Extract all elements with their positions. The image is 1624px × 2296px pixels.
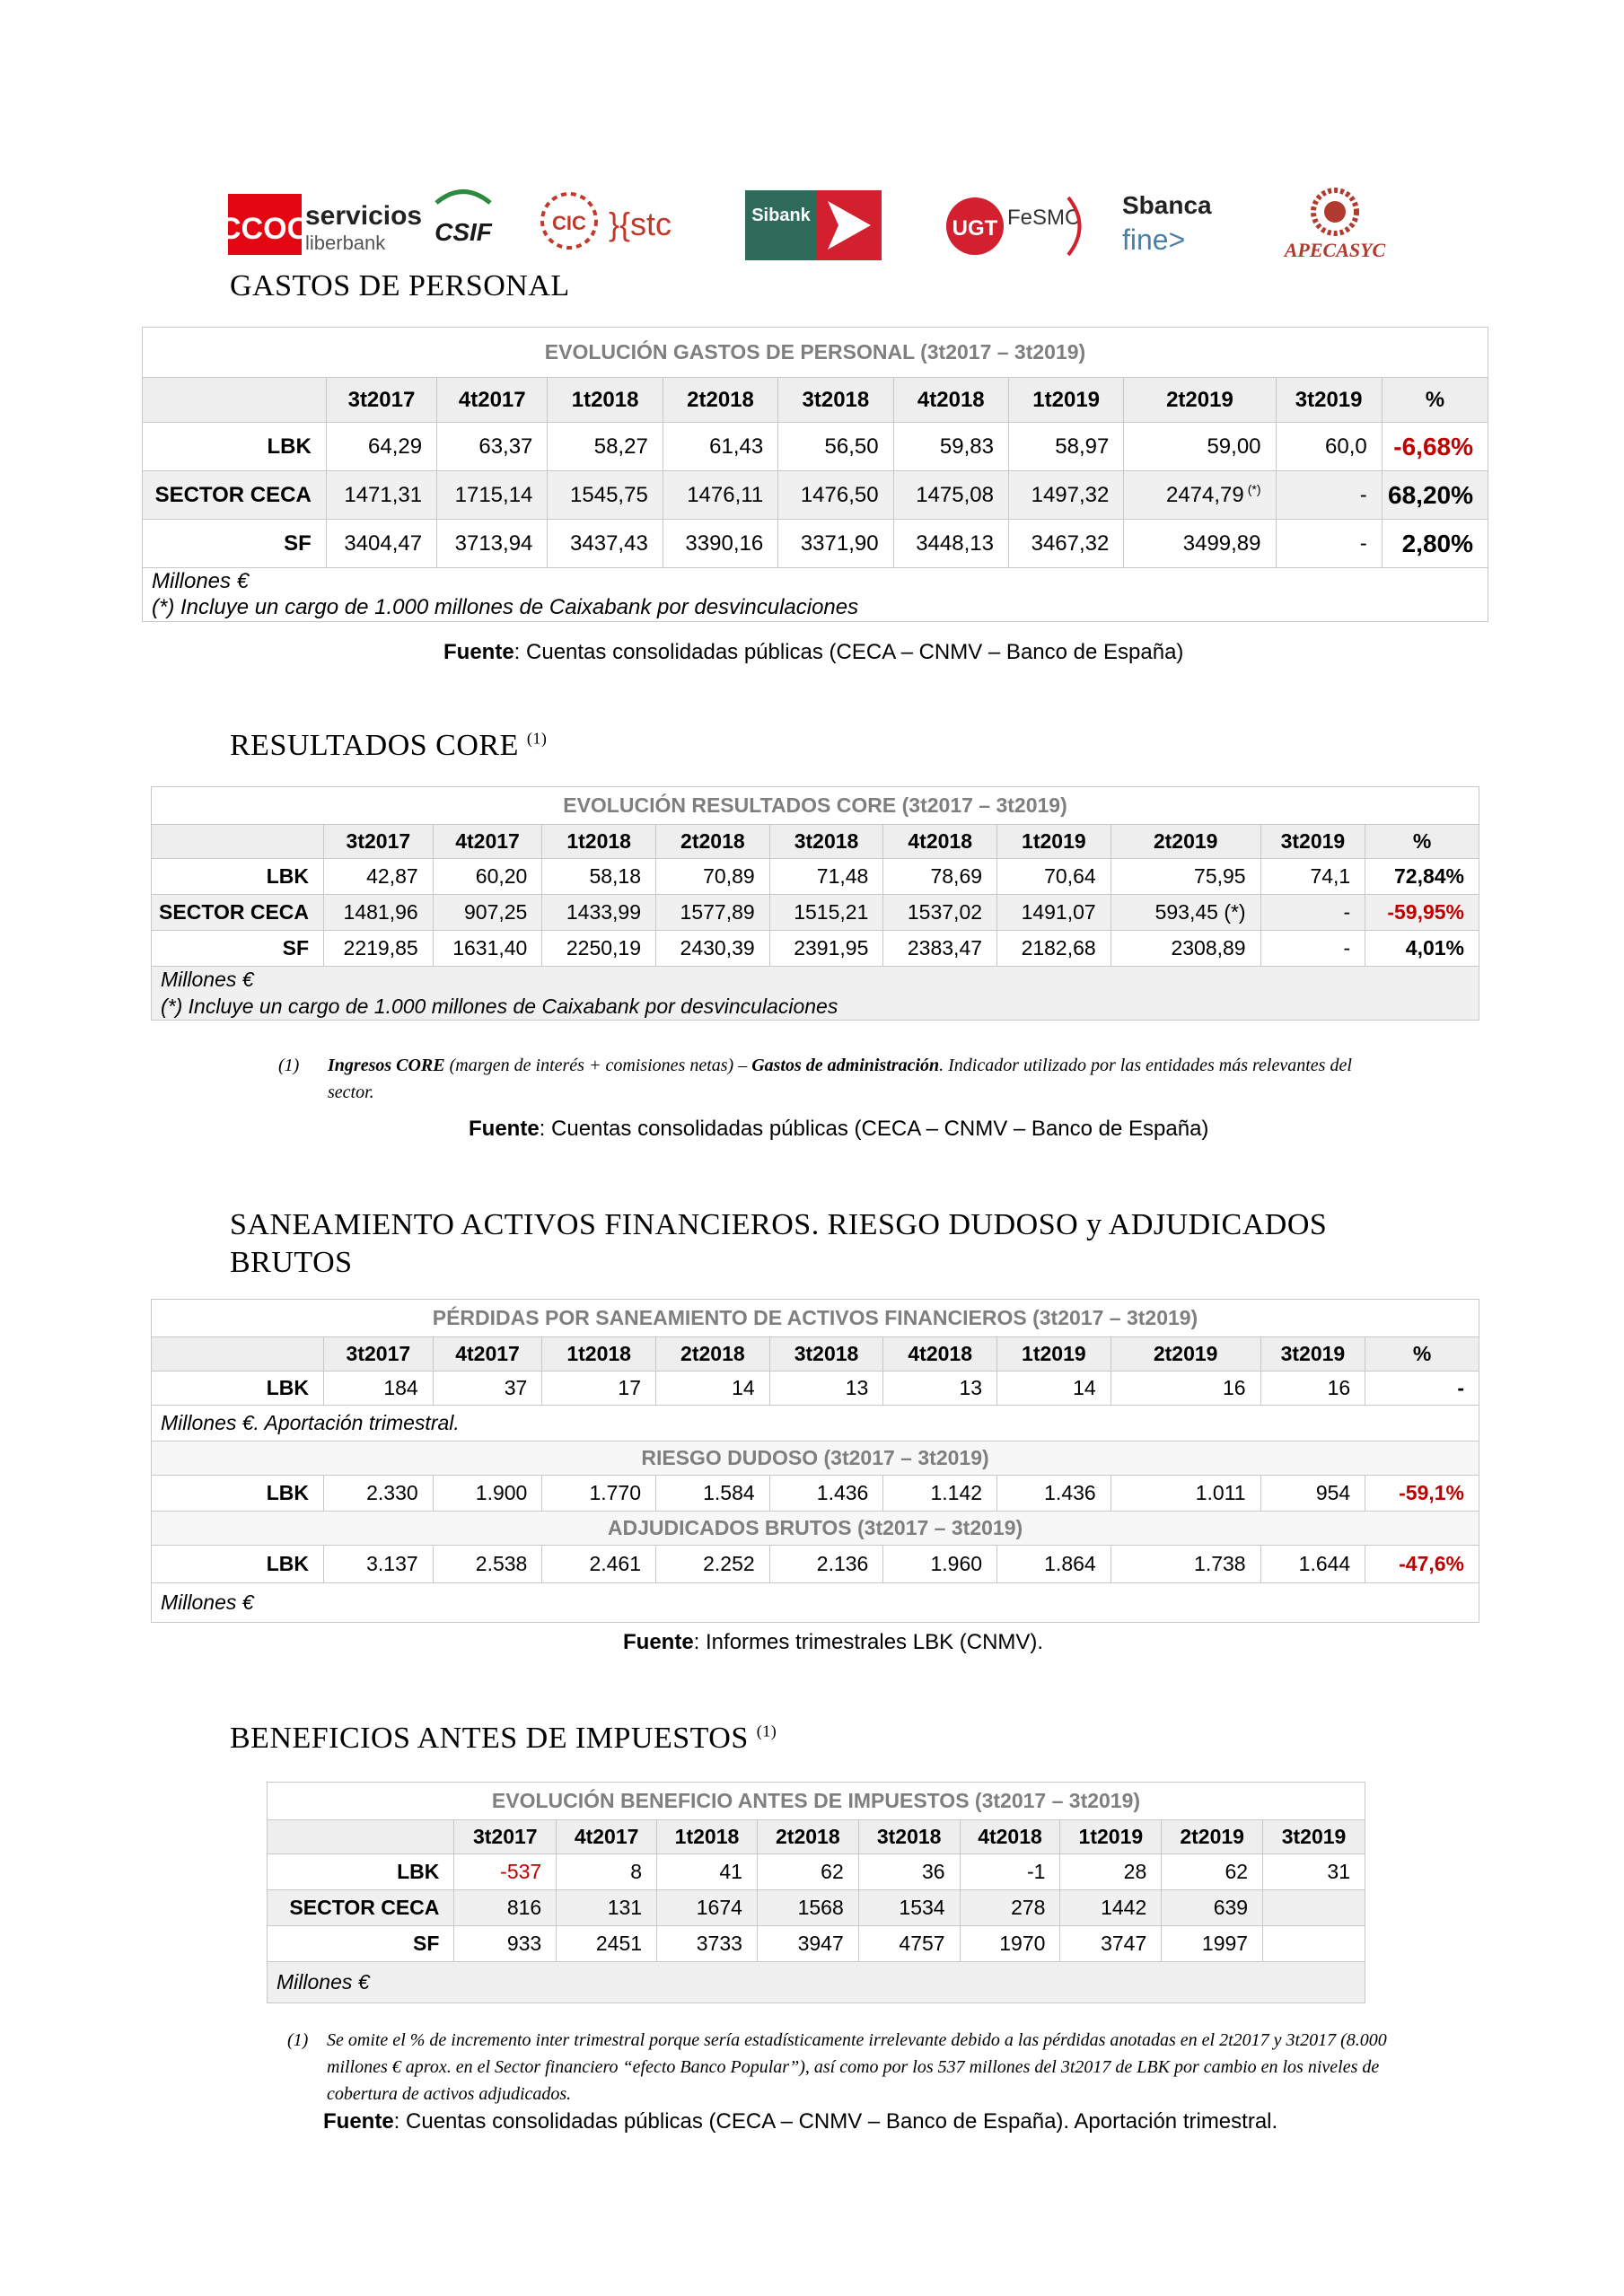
column-header: 1t2018: [542, 1337, 656, 1371]
column-header: 4t2017: [437, 378, 548, 423]
table-note-caixabank: (*) Incluye un cargo de 1.000 millones de Caixabank por desvinculaciones: [143, 595, 1488, 622]
value-cell: 1537,02: [883, 895, 997, 931]
value-cell: 13: [883, 1371, 997, 1406]
value-cell: 907,25: [433, 895, 542, 931]
value-cell: 2.252: [656, 1546, 770, 1583]
value-cell: 1631,40: [433, 931, 542, 967]
table-caption-adjudicados: ADJUDICADOS BRUTOS (3t2017 – 3t2019): [152, 1512, 1479, 1546]
value-cell: 1674: [657, 1890, 758, 1926]
row-label: LBK: [143, 423, 327, 471]
value-cell: 3713,94: [437, 520, 548, 568]
column-header: 2t2018: [656, 825, 770, 859]
section-title-beneficios: BENEFICIOS ANTES DE IMPUESTOS $^{(1)}$: [230, 1722, 777, 1755]
table-row: [268, 1854, 1365, 1890]
table-row: [152, 1546, 1479, 1583]
value-cell: 2.330: [324, 1476, 434, 1512]
value-cell: 70,64: [997, 859, 1111, 895]
value-cell: 63,37: [437, 423, 548, 471]
value-cell: 1471,31: [326, 471, 436, 520]
column-header: 3t2019: [1260, 1337, 1365, 1371]
value-cell: 2308,89: [1110, 931, 1260, 967]
value-cell: 58,97: [1008, 423, 1123, 471]
row-label: SECTOR CECA: [152, 895, 324, 931]
value-cell: 3467,32: [1008, 520, 1123, 568]
value-cell: 3.137: [324, 1546, 434, 1583]
column-header: %: [1382, 378, 1488, 423]
value-cell: 4757: [858, 1926, 960, 1962]
value-cell: 1997: [1162, 1926, 1263, 1962]
value-cell: 8: [557, 1854, 657, 1890]
footnote-ref: (1): [526, 729, 548, 748]
table-caption: EVOLUCIÓN BENEFICIO ANTES DE IMPUESTOS (3t2017 – 3t2019): [268, 1783, 1365, 1820]
section-title-resultados-core: RESULTADOS CORE $^{(1)}$: [230, 729, 548, 762]
table-row: [143, 471, 1488, 520]
header-blank-cell: [268, 1820, 454, 1854]
row-label: LBK: [152, 1371, 324, 1406]
value-cell: 1.960: [883, 1546, 997, 1583]
table-row: [268, 1926, 1365, 1962]
ugt-fesmc-logo: [943, 185, 1086, 266]
header-blank-cell: [152, 1337, 324, 1371]
csif-text: CSIF: [435, 218, 492, 246]
value-cell: 1515,21: [769, 895, 883, 931]
table-row: [152, 895, 1479, 931]
value-cell: 1475,08: [893, 471, 1008, 520]
value-cell: 2391,95: [769, 931, 883, 967]
column-header: 3t2017: [326, 378, 436, 423]
csif-logo: [427, 185, 499, 266]
column-header: 1t2019: [997, 1337, 1111, 1371]
value-cell: 60,20: [433, 859, 542, 895]
apecasyc-text: APECASYC: [1284, 239, 1386, 261]
row-label: SECTOR CECA: [268, 1890, 454, 1926]
column-header: 2t2018: [656, 1337, 770, 1371]
value-cell: 78,69: [883, 859, 997, 895]
column-header: 2t2018: [663, 378, 777, 423]
value-note: (*): [1247, 482, 1261, 496]
value-cell: 1476,11: [663, 471, 777, 520]
value-cell: 1577,89: [656, 895, 770, 931]
row-label: LBK: [268, 1854, 454, 1890]
value-cell: 14: [656, 1371, 770, 1406]
column-header: 2t2019: [1162, 1820, 1263, 1854]
value-cell: 2.538: [433, 1546, 542, 1583]
logo-bar: [219, 185, 1427, 267]
column-header: 3t2017: [454, 1820, 557, 1854]
value-cell: 42,87: [324, 859, 434, 895]
value-cell: 3499,89: [1124, 520, 1276, 568]
liberbank-text: liberbank: [305, 232, 386, 254]
value-cell: 1476,50: [778, 471, 893, 520]
value-cell: 593,45 (*): [1110, 895, 1260, 931]
value-cell: 59,83: [893, 423, 1008, 471]
value-cell: 184: [324, 1371, 434, 1406]
sbanca-fine-logo: [1122, 185, 1257, 266]
row-label: LBK: [152, 1546, 324, 1583]
value-cell: 75,95: [1110, 859, 1260, 895]
table-note-units: Millones €: [143, 568, 1488, 595]
column-header: 3t2018: [778, 378, 893, 423]
value-cell: 64,29: [326, 423, 436, 471]
value-cell: 1.738: [1110, 1546, 1260, 1583]
percent-cell: 4,01%: [1365, 931, 1479, 967]
value-cell: 56,50: [778, 423, 893, 471]
value-cell: 2182,68: [997, 931, 1111, 967]
column-header: 3t2019: [1263, 1820, 1365, 1854]
section-title-gastos-personal: GASTOS DE PERSONAL: [230, 269, 570, 302]
value-cell: 3733: [657, 1926, 758, 1962]
table-resultados-core: [151, 786, 1479, 1021]
column-header: 3t2018: [858, 1820, 960, 1854]
table-note-units: Millones €: [152, 967, 1479, 994]
column-header: 3t2019: [1276, 378, 1382, 423]
value-cell: 1433,99: [542, 895, 656, 931]
value-cell: -: [1276, 471, 1382, 520]
column-header: 3t2017: [324, 825, 434, 859]
value-cell: 1545,75: [548, 471, 663, 520]
column-header: 4t2018: [893, 378, 1008, 423]
table-row: [152, 859, 1479, 895]
value-cell: 1.644: [1260, 1546, 1365, 1583]
row-label: SF: [143, 520, 327, 568]
value-cell: 1.864: [997, 1546, 1111, 1583]
header-blank-cell: [143, 378, 327, 423]
value-cell: 61,43: [663, 423, 777, 471]
cic-text: CIC: [552, 212, 586, 234]
value-cell: 1.142: [883, 1476, 997, 1512]
value-cell: -: [1260, 931, 1365, 967]
value-cell: 933: [454, 1926, 557, 1962]
table-row: [143, 423, 1488, 471]
sibank-text: Sibank: [751, 206, 811, 225]
table-saneamiento: [151, 1299, 1479, 1623]
value-cell: 1497,32: [1008, 471, 1123, 520]
column-header: %: [1365, 825, 1479, 859]
value-cell: 3404,47: [326, 520, 436, 568]
value-text: 2474,79: [1165, 483, 1244, 507]
table-caption: PÉRDIDAS POR SANEAMIENTO DE ACTIVOS FINANCIEROS (3t2017 – 3t2019): [152, 1300, 1479, 1337]
cic-stc-logo: [539, 185, 700, 266]
row-label: SECTOR CECA: [143, 471, 327, 520]
value-cell: -: [1260, 895, 1365, 931]
value-cell: 1534: [858, 1890, 960, 1926]
value-cell: 3747: [1060, 1926, 1162, 1962]
value-cell: 59,00: [1124, 423, 1276, 471]
percent-cell: -47,6%: [1365, 1546, 1479, 1583]
row-label: LBK: [152, 859, 324, 895]
value-cell: 816: [454, 1890, 557, 1926]
value-cell: 71,48: [769, 859, 883, 895]
apecasyc-logo: [1279, 185, 1396, 266]
sibank-logo: [745, 185, 882, 266]
footnote-ref: (1): [756, 1722, 777, 1740]
value-cell: -: [1276, 520, 1382, 568]
column-header: 2t2018: [757, 1820, 858, 1854]
value-cell: 639: [1162, 1890, 1263, 1926]
table-beneficios: [267, 1782, 1365, 2003]
value-cell: 1481,96: [324, 895, 434, 931]
table-row: [152, 931, 1479, 967]
percent-cell: 2,80%: [1382, 520, 1488, 568]
value-cell: 2383,47: [883, 931, 997, 967]
fine-text: fine>: [1122, 223, 1186, 256]
value-cell: 58,27: [548, 423, 663, 471]
ugt-text: UGT: [952, 216, 998, 241]
row-label: LBK: [152, 1476, 324, 1512]
value-cell: [1124, 471, 1276, 520]
value-cell: 1568: [757, 1890, 858, 1926]
value-cell: 1.436: [769, 1476, 883, 1512]
table-row: [152, 1371, 1479, 1406]
column-header: %: [1365, 1337, 1479, 1371]
value-cell: [1263, 1926, 1365, 1962]
value-cell: 1.011: [1110, 1476, 1260, 1512]
value-cell: 70,89: [656, 859, 770, 895]
ccoo-servicios-liberbank-logo: [219, 185, 423, 266]
fuente-saneamiento: Fuente: Informes trimestrales LBK (CNMV).: [623, 1630, 1044, 1654]
fuente-gastos-personal: Fuente: Cuentas consolidadas públicas (CECA – CNMV – Banco de España): [443, 640, 1184, 664]
table-note-trimestral: Millones €. Aportación trimestral.: [152, 1406, 1479, 1442]
column-header: 1t2019: [1008, 378, 1123, 423]
column-header: 4t2018: [883, 1337, 997, 1371]
value-cell: [1263, 1890, 1365, 1926]
value-cell: 3448,13: [893, 520, 1008, 568]
percent-cell: -59,1%: [1365, 1476, 1479, 1512]
value-cell: 17: [542, 1371, 656, 1406]
value-cell: 37: [433, 1371, 542, 1406]
fuente-resultados-core: Fuente: Cuentas consolidadas públicas (CECA – CNMV – Banco de España): [469, 1117, 1209, 1141]
ccoo-text: CCOO: [219, 212, 311, 246]
percent-cell: -: [1365, 1371, 1479, 1406]
value-cell: 1442: [1060, 1890, 1162, 1926]
column-header: 1t2019: [997, 825, 1111, 859]
value-cell: 1970: [960, 1926, 1060, 1962]
value-cell: 2250,19: [542, 931, 656, 967]
value-cell: 36: [858, 1854, 960, 1890]
value-cell: 1.900: [433, 1476, 542, 1512]
value-cell: 74,1: [1260, 859, 1365, 895]
column-header: 1t2019: [1060, 1820, 1162, 1854]
value-cell: 1491,07: [997, 895, 1111, 931]
value-cell: 41: [657, 1854, 758, 1890]
column-header: 2t2019: [1110, 825, 1260, 859]
sbanca-text: Sbanca: [1122, 191, 1212, 219]
table-gastos-personal: [142, 327, 1488, 622]
value-cell: -1: [960, 1854, 1060, 1890]
fuente-beneficios: Fuente: Cuentas consolidadas públicas (CECA – CNMV – Banco de España). Aportación trimestral.: [323, 2109, 1278, 2134]
value-cell: 3390,16: [663, 520, 777, 568]
value-cell: 16: [1260, 1371, 1365, 1406]
row-label: SF: [268, 1926, 454, 1962]
value-cell: 278: [960, 1890, 1060, 1926]
column-header: 1t2018: [548, 378, 663, 423]
stc-text: }{stc: [609, 206, 672, 242]
value-cell: 58,18: [542, 859, 656, 895]
value-cell: 2.461: [542, 1546, 656, 1583]
table-row: [152, 1476, 1479, 1512]
value-cell: 954: [1260, 1476, 1365, 1512]
column-header: 1t2018: [542, 825, 656, 859]
footnote-beneficios: (1) Se omite el % de incremento inter trimestral porque sería estadísticamente irrelevante debido a las pérdidas anotadas en el 2t2017 y 3t2017 (8.000 millones € aprox. en el Sector financiero “efecto Banco Popular”), así como por los 537 millones del 3t2017 de LBK por cambio en los niveles de cobertura de activos adjudicados.: [287, 2030, 1387, 2104]
value-cell: 14: [997, 1371, 1111, 1406]
value-cell: 31: [1263, 1854, 1365, 1890]
section-title-saneamiento: SANEAMIENTO ACTIVOS FINANCIEROS. RIESGO DUDOSO y ADJUDICADOS BRUTOS: [230, 1208, 1328, 1279]
header-blank-cell: [152, 825, 324, 859]
value-cell: 3947: [757, 1926, 858, 1962]
column-header: 1t2018: [657, 1820, 758, 1854]
percent-cell: -59,95%: [1365, 895, 1479, 931]
value-cell: 2.136: [769, 1546, 883, 1583]
table-note-caixabank: (*) Incluye un cargo de 1.000 millones de Caixabank por desvinculaciones: [152, 994, 1479, 1021]
table-row: [268, 1890, 1365, 1926]
table-row: [143, 520, 1488, 568]
table-caption: EVOLUCIÓN GASTOS DE PERSONAL (3t2017 – 3t2019): [143, 328, 1488, 378]
column-header: 3t2017: [324, 1337, 434, 1371]
value-cell: 2451: [557, 1926, 657, 1962]
fesmc-text: FeSMC: [1007, 206, 1081, 230]
percent-cell: 72,84%: [1365, 859, 1479, 895]
percent-cell: 68,20%: [1382, 471, 1488, 520]
row-label: SF: [152, 931, 324, 967]
value-cell: 1.584: [656, 1476, 770, 1512]
value-cell: 13: [769, 1371, 883, 1406]
table-caption: EVOLUCIÓN RESULTADOS CORE (3t2017 – 3t2019): [152, 787, 1479, 825]
value-cell: 60,0: [1276, 423, 1382, 471]
value-cell: 28: [1060, 1854, 1162, 1890]
column-header: 4t2017: [433, 1337, 542, 1371]
value-cell: -537: [454, 1854, 557, 1890]
value-cell: 1.770: [542, 1476, 656, 1512]
value-cell: 16: [1110, 1371, 1260, 1406]
column-header: 3t2018: [769, 825, 883, 859]
column-header: 4t2018: [883, 825, 997, 859]
column-header: 2t2019: [1110, 1337, 1260, 1371]
value-cell: 3371,90: [778, 520, 893, 568]
value-cell: 3437,43: [548, 520, 663, 568]
column-header: 4t2017: [557, 1820, 657, 1854]
column-header: 2t2019: [1124, 378, 1276, 423]
table-note-units: Millones €: [268, 1962, 1365, 2003]
value-cell: 131: [557, 1890, 657, 1926]
value-cell: 1715,14: [437, 471, 548, 520]
value-cell: 2219,85: [324, 931, 434, 967]
column-header: 3t2019: [1260, 825, 1365, 859]
value-cell: 2430,39: [656, 931, 770, 967]
value-cell: 62: [757, 1854, 858, 1890]
value-cell: 1.436: [997, 1476, 1111, 1512]
column-header: 3t2018: [769, 1337, 883, 1371]
servicios-text: servicios: [305, 201, 423, 231]
percent-cell: -6,68%: [1382, 423, 1488, 471]
value-cell: 62: [1162, 1854, 1263, 1890]
column-header: 4t2017: [433, 825, 542, 859]
footnote-resultados-core: (1) Ingresos CORE (margen de interés + comisiones netas) – Gastos de administración. Indicador utilizado por las entidades más relevantes del sector.: [278, 1056, 1352, 1102]
column-header: 4t2018: [960, 1820, 1060, 1854]
table-caption-riesgo-dudoso: RIESGO DUDOSO (3t2017 – 3t2019): [152, 1442, 1479, 1476]
table-note-units: Millones €: [152, 1583, 1479, 1623]
